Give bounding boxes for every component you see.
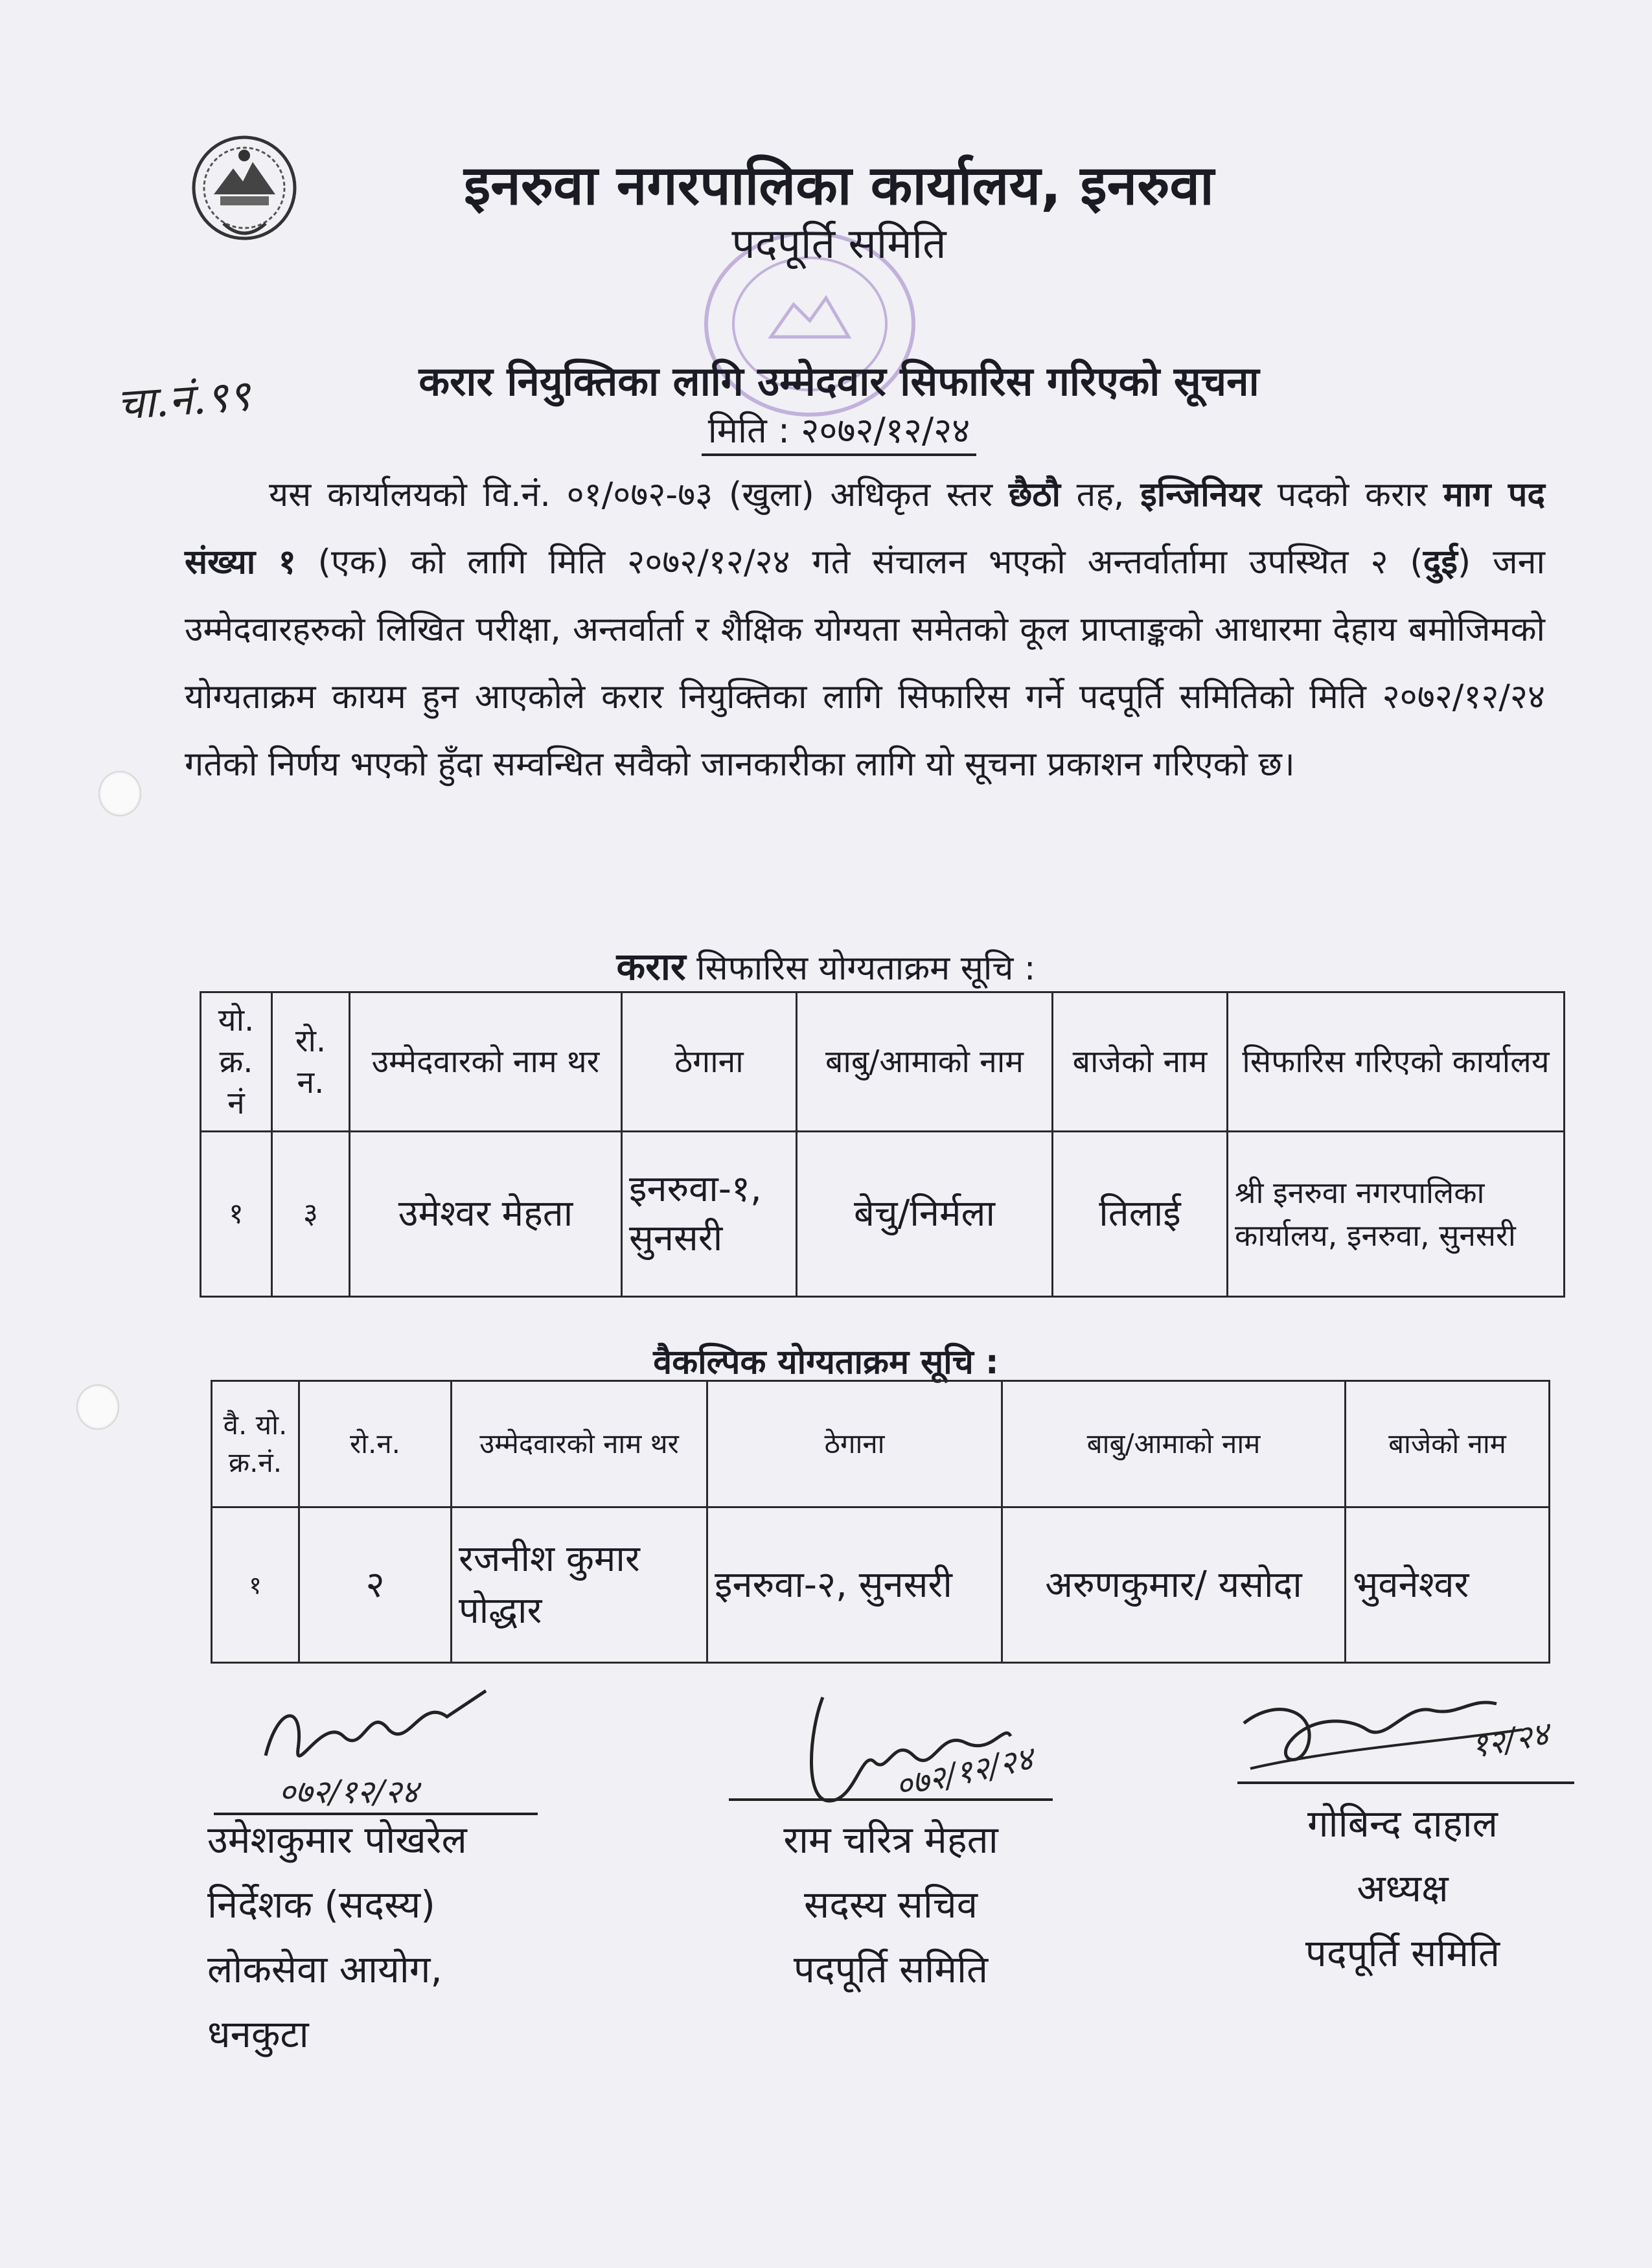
- punch-hole: [98, 771, 141, 816]
- signature-1-date: ०७२/१२/२४: [279, 1773, 419, 1811]
- notice-date-wrap: [0, 405, 1652, 453]
- candidate-address: इनरुवा-१, सुनसरी: [622, 1132, 797, 1297]
- candidate-address: इनरुवा-२, सुनसरी: [707, 1507, 1002, 1663]
- table-row: [212, 1507, 1550, 1663]
- signatory-2: [722, 1807, 1059, 2002]
- body-bold-count: माग पद संख्या १: [185, 475, 1545, 582]
- parents-name: बेचु/निर्मला: [797, 1132, 1053, 1297]
- body-text: पदको करार: [1261, 475, 1443, 514]
- merit-list-table: [200, 991, 1565, 1298]
- column-header: रो. न.: [272, 992, 350, 1132]
- office-title: इनरुवा नगरपालिका कार्यालय, इनरुवा: [464, 154, 1214, 217]
- column-header: बाबु/आमाको नाम: [1002, 1381, 1346, 1507]
- body-text: (एक) को लागि मिति २०७२/१२/२४ गते संचालन भएको अन्तर्वार्तामा उपस्थित २ (: [295, 543, 1423, 582]
- signatory-role: सदस्य सचिव: [804, 1883, 978, 1927]
- signature-line: [729, 1798, 1053, 1801]
- alternate-list-caption: वैकल्पिक योग्यताक्रम सूचि :: [653, 1343, 999, 1382]
- signatory-org: पदपूर्ति समिति: [1305, 1931, 1500, 1975]
- column-header: उम्मेदवारको नाम थर: [452, 1381, 707, 1507]
- candidate-name: रजनीश कुमार पोद्धार: [452, 1507, 707, 1663]
- column-header: सिफारिस गरिएको कार्यालय: [1228, 992, 1565, 1132]
- column-header: वै. यो. क्र.नं.: [212, 1381, 299, 1507]
- column-header: बाजेको नाम: [1053, 992, 1228, 1132]
- signatory-role: अध्यक्ष: [1357, 1866, 1449, 1910]
- table-row: [201, 1132, 1565, 1297]
- merit-caption-bold: करार: [616, 945, 686, 989]
- signatory-1: [207, 1807, 544, 2067]
- body-bold-level: छैठौ: [1008, 475, 1061, 514]
- recommended-office: श्री इनरुवा नगरपालिका कार्यालय, इनरुवा, सुनसरी: [1228, 1132, 1565, 1297]
- body-text: तह,: [1060, 475, 1141, 514]
- body-text: यस कार्यालयको वि.नं. ०१/०७२-७३ (खुला) अधिकृत स्तर: [269, 475, 1009, 514]
- column-header: यो. क्र. नं: [201, 992, 272, 1132]
- notice-title: करार नियुक्तिका लागि उम्मेदवार सिफारिस गरिएको सूचना: [419, 358, 1259, 405]
- serial-number: १: [201, 1132, 272, 1297]
- body-bold-number: दुई: [1423, 543, 1458, 582]
- column-header: ठेगाना: [707, 1381, 1002, 1507]
- serial-number: १: [212, 1507, 299, 1663]
- parents-name: अरुणकुमार/ यसोदा: [1002, 1507, 1346, 1663]
- signatory-3: [1234, 1791, 1571, 1986]
- punch-hole: [76, 1384, 119, 1430]
- signatory-role: निर्देशक (सदस्य): [207, 1883, 435, 1927]
- merit-list-caption: [0, 939, 1652, 991]
- handwritten-file-note: चा.नं.९९: [115, 370, 252, 430]
- committee-name: पदपूर्ति समिति: [731, 220, 946, 268]
- column-header: रो.न.: [299, 1381, 452, 1507]
- signatory-name: उमेशकुमार पोखरेल: [207, 1818, 467, 1862]
- signatory-org: लोकसेवा आयोग, धनकुटा: [207, 1947, 442, 2056]
- column-header: बाबु/आमाको नाम: [797, 992, 1053, 1132]
- alternate-list-table: [211, 1380, 1550, 1664]
- signatory-org: पदपूर्ति समिति: [793, 1947, 989, 1991]
- merit-caption-text: सिफारिस योग्यताक्रम सूचि :: [685, 949, 1036, 988]
- signature-2-date: ०७२/१२/२४: [891, 1739, 1037, 1805]
- roll-number: २: [299, 1507, 452, 1663]
- signature-line: [1237, 1781, 1574, 1784]
- notice-body: [185, 461, 1545, 798]
- table-header-row: [212, 1381, 1550, 1507]
- body-text: ) जना उम्मेदवारहरुको लिखित परीक्षा, अन्तर्वार्ता र शैक्षिक योग्यता समेतको कूल प्राप्ताङ्कको आधारमा देहाय बमोजिमको योग्यताक्रम कायम हुन आएकोले करार नियुक्तिका लागि सिफारिस गर्ने पदपूर्ति समितिको मिति २०७२/१२/२४ गतेको निर्णय भएको हुँदा सम्वन्धित सवैको जानकारीका लागि यो सूचना प्रकाशन गरिएको छ।: [185, 543, 1546, 784]
- column-header: उम्मेदवारको नाम थर: [350, 992, 622, 1132]
- grandfather-name: भुवनेश्वर: [1346, 1507, 1550, 1663]
- roll-number: ३: [272, 1132, 350, 1297]
- candidate-name: उमेश्वर मेहता: [350, 1132, 622, 1297]
- grandfather-name: तिलाई: [1053, 1132, 1228, 1297]
- table-header-row: [201, 992, 1565, 1132]
- signature-3-date: १२/२४: [1468, 1714, 1552, 1766]
- column-header: ठेगाना: [622, 992, 797, 1132]
- notice-date: मिति : २०७२/१२/२४: [702, 410, 977, 456]
- signatory-name: गोबिन्द दाहाल: [1307, 1802, 1498, 1846]
- signatory-name: राम चरित्र मेहता: [783, 1818, 998, 1862]
- column-header: बाजेको नाम: [1346, 1381, 1550, 1507]
- body-bold-post: इन्जिनियर: [1140, 475, 1262, 514]
